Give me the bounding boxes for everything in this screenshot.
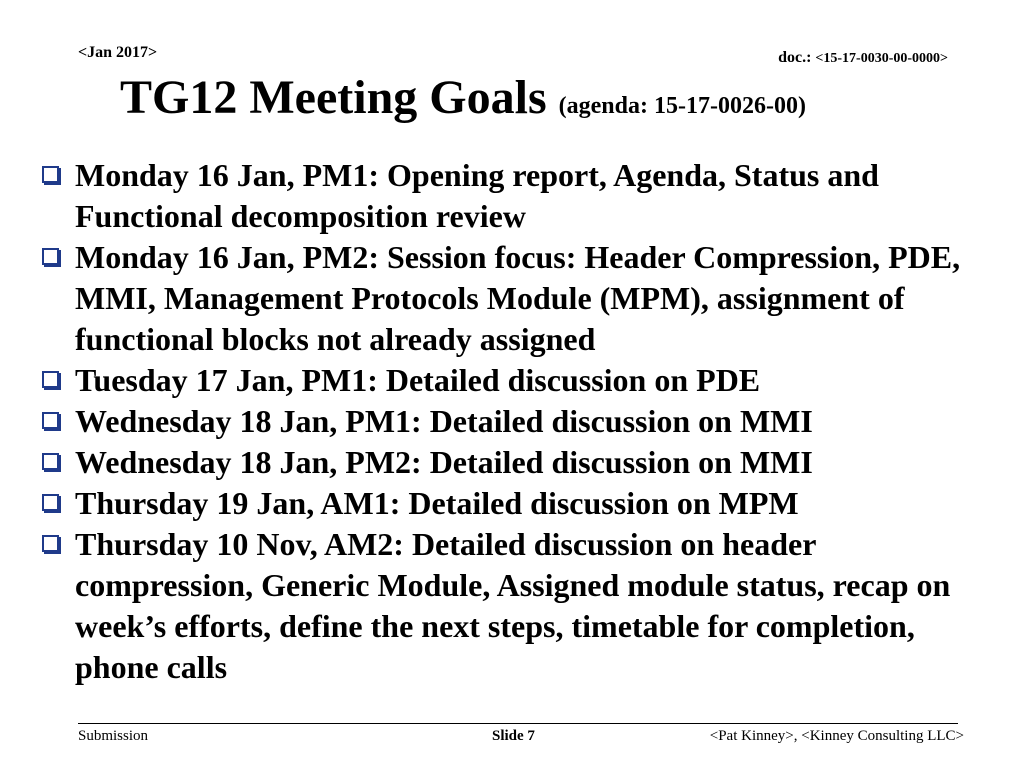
checkbox-square-icon [42,248,59,265]
footer-slide-number: Slide 7 [492,728,535,744]
footer-author: <Pat Kinney>, <Kinney Consulting LLC> [709,728,964,744]
agenda-item-text: Wednesday 18 Jan, PM1: Detailed discussion on MMI [75,403,813,439]
agenda-item [40,237,980,360]
agenda-item-text: Monday 16 Jan, PM2: Session focus: Header Compression, PDE, MMI, Management Protocols Module (MPM), assignment of functional blocks not already assigned [75,239,961,357]
header-date: <Jan 2017> [78,44,158,61]
footer-divider [78,723,958,724]
agenda-item [40,155,980,237]
slide-subtitle: (agenda: 15-17-0026-00) [558,93,806,119]
agenda-item [40,524,980,688]
agenda-item-text: Thursday 10 Nov, AM2: Detailed discussion on header compression, Generic Module, Assigned module status, recap on week’s efforts, define the next steps, timetable for completion, phone calls [75,526,951,685]
agenda-item [40,360,980,401]
agenda-list [40,155,980,688]
header-doc-prefix: doc.: [778,49,816,66]
agenda-item-text: Tuesday 17 Jan, PM1: Detailed discussion on PDE [75,362,761,398]
footer-submission: Submission [78,728,149,744]
slide-title: TG12 Meeting Goals [120,71,547,124]
checkbox-square-icon [42,166,59,183]
agenda-item-text: Wednesday 18 Jan, PM2: Detailed discussion on MMI [75,444,813,480]
header-doc-number: <15-17-0030-00-0000> [815,51,948,66]
agenda-item [40,401,980,442]
agenda-item [40,442,980,483]
checkbox-square-icon [42,494,59,511]
slide-title-block [120,70,806,125]
agenda-item [40,483,980,524]
agenda-item-text: Monday 16 Jan, PM1: Opening report, Agenda, Status and Functional decomposition review [75,157,879,234]
checkbox-square-icon [42,371,59,388]
checkbox-square-icon [42,535,59,552]
header-doc-id [778,49,948,67]
checkbox-square-icon [42,453,59,470]
agenda-item-text: Thursday 19 Jan, AM1: Detailed discussion on MPM [75,485,799,521]
checkbox-square-icon [42,412,59,429]
